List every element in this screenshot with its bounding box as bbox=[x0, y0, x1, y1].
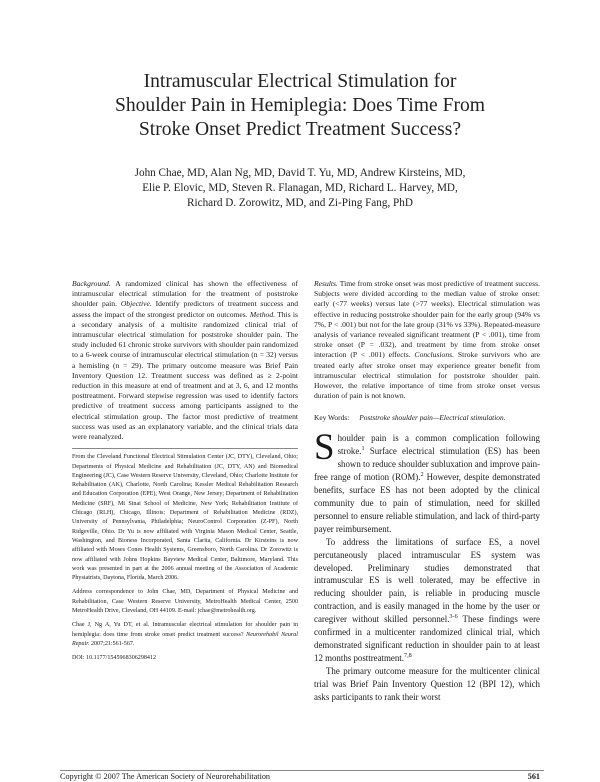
citation-ref: 2007;21:561-567. bbox=[89, 640, 135, 647]
body-paragraph bbox=[314, 536, 540, 665]
citation-text bbox=[72, 621, 298, 649]
keywords-text: Poststroke shoulder pain—Electrical stimulation. bbox=[359, 413, 506, 423]
abstract-part-2 bbox=[314, 279, 540, 401]
body-text-run: houlder pain is a common complication following stroke. bbox=[337, 433, 540, 457]
author-line: Elie P. Elovic, MD, Steven R. Flanagan, MD, Richard L. Harvey, MD, bbox=[142, 182, 458, 194]
objective-text: Identify predictors of treatment success and assess the impact of the strongest predictor on outcomes. bbox=[72, 299, 299, 319]
page-number: 561 bbox=[527, 772, 540, 781]
reference-superscript: 7,8 bbox=[403, 651, 412, 659]
background-label: Background. bbox=[72, 279, 111, 288]
keywords-label: Key Words: bbox=[314, 413, 350, 423]
citation-journal: Neurorehabil Neural Repair. bbox=[72, 631, 298, 647]
body-paragraph: The primary outcome measure for the multicenter clinical trial was Brief Pain Inventory Question 12 (BPI 12), which asks participants to rank their worst bbox=[314, 665, 540, 702]
method-text: This is a secondary analysis of a multisite randomized clinical trial of intramuscular electrical stimulation for poststroke shoulder pain. The study included 61 chronic stroke survivors with shoulder pain randomized to a 6-week course of intramuscular electrical stimulation (n = 32) versus a hemisling (n = 29). The primary outcome measure was Brief Pain Inventory Question 12. Treatment success was defined as ≥ 2-point reduction in this measure at end of treatment and at 3, 6, and 12 months posttreatment. Forward stepwise regression was used to identify factors predictive of treatment success among participants assigned to the electrical stimulation group. The factor most predictive of treatment success was used as an explanatory variable, and the clinical trials data were reanalyzed. bbox=[72, 309, 298, 442]
background-text: A randomized clinical has shown the effectiveness of intramuscular electrical stimulation for the treatment of poststroke shoulder pain. bbox=[72, 279, 298, 309]
author-line: Richard D. Zorowitz, MD, and Zi-Ping Fang, PhD bbox=[187, 197, 413, 209]
citation-authors: Chae J, Ng A, Yu DT, et al. Intramuscular electrical stimulation for shoulder pain in hemiplegia: does time from stroke onset predict treatment success? bbox=[72, 622, 298, 638]
footer-divider bbox=[60, 770, 544, 771]
results-label: Results. bbox=[314, 279, 338, 288]
abstract-paragraph bbox=[314, 279, 540, 401]
objective-label: Objective. bbox=[120, 299, 152, 309]
conclusions-label: Conclusions. bbox=[414, 350, 454, 360]
affiliation-block bbox=[72, 448, 298, 663]
results-text: Time from stroke onset was most predictive of treatment success. Subjects were divided according to the median value of stroke onset: early (<77 weeks) versus late (>77 weeks). Electrical stimulation was effective in reducing poststroke shoulder pain for the early group (94% vs 7%, P < .001) but not for the late group (31% vs 33%). Repeated-measure analysis of variance revealed significant treatment (P < .001), time from stroke onset (P = .032), and treatment by time from stroke onset interaction (P < .001) effects. bbox=[314, 279, 540, 360]
title-line: Stroke Onset Predict Treatment Success? bbox=[138, 119, 462, 140]
left-column bbox=[72, 279, 298, 668]
right-column bbox=[314, 279, 540, 703]
reference-superscript: 1 bbox=[361, 445, 365, 453]
body-text-run: These findings were confirmed in a multicenter randomized clinical trial, which demonstrated significant reduction in shoulder pain to at least 12 months posttreatment. bbox=[314, 614, 540, 663]
conclusions-text: Stroke survivors who are treated early after stroke onset may experience greater benefit from intramuscular electrical stimulation for poststroke shoulder pain. However, the relative importance of time from stroke onset versus duration of pain is not known. bbox=[314, 350, 540, 401]
author-line: John Chae, MD, Alan Ng, MD, David T. Yu, MD, Andrew Kirsteins, MD, bbox=[134, 167, 466, 179]
reference-superscript: 2 bbox=[420, 471, 424, 479]
copyright-notice: Copyright © 2007 The American Society of Neurorehabilitation bbox=[60, 772, 271, 781]
author-list bbox=[0, 166, 600, 211]
abstract-paragraph bbox=[72, 279, 298, 442]
body-text bbox=[314, 427, 541, 703]
body-text-run: To address the limitations of surface ES, a novel percutaneously placed intramuscular ES system was developed. Preliminary studies demonstrated that intramuscular ES is well tolerated, may be effective in reducing shoulder pain, is reliable in producing muscle contraction, and is easily managed in the home by the user or caregiver without skilled personnel. bbox=[314, 536, 540, 625]
body-text-run: However, despite demonstrated benefits, surface ES has not been adopted by the clinical community due to pain of stimulation, need for skilled personnel to ensure reliable stimulation, and lack of third-party payer reimbursement. bbox=[314, 472, 541, 534]
doi-text: DOI: 10.1177/1545968306298412 bbox=[72, 655, 157, 662]
keywords bbox=[314, 413, 540, 423]
body-paragraph bbox=[314, 427, 541, 535]
reference-superscript: 3-6 bbox=[449, 613, 458, 621]
body-text-run: Surface electrical stimulation (ES) has been shown to reduce shoulder subluxation and improve pain-free range of motion (ROM). bbox=[314, 446, 540, 483]
correspondence-text: Address correspondence to John Chae, MD, Department of Physical Medicine and Rehabilitation, Case Western Reserve University, MetroHealth Medical Center, 2500 MetroHealth Drive, Cleveland, OH 44109. E-mail: jchae@metrohealth.org. bbox=[72, 589, 298, 614]
abstract-part-1 bbox=[72, 279, 298, 442]
method-label: Method. bbox=[249, 309, 276, 319]
title-line: Shoulder Pain in Hemiplegia: Does Time From bbox=[114, 95, 486, 116]
title-line: Intramuscular Electrical Stimulation for bbox=[143, 71, 457, 92]
affiliation-text: From the Cleveland Functional Electrical Stimulation Center (JC, DTY), Cleveland, Ohio; Departments of Physical Medicine and Rehabilitation (JC, DTY, AN) and Biomedical Engineering (JC), Case Western Reserve University, Cleveland, Ohio; Charlotte Institute for Rehabilitation (AK), Charlotte, North Carolina; Kessler Medical Rehabilitation Research and Education Corporation (EPE), West Orange, New Jersey; Department of Rehabilitation Medicine (SRF), Mt Sinai School of Medicine, New York; Rehabilitation Institute of Chicago (RLH), Chicago, Illinois; Department of Rehabilitation Medicine (RDZ), University of Pennsylvania, Philadelphia; NeuroControl Corporation (Z-PF), North Ridgeville, Ohio. Dr Yu is now affiliated with Virginia Mason Medical Center, Seattle, Washington, and Bioness Incorporated, Santa Clarita, California. Dr Kirsteins is now affiliated with Moses Cones Health Systems, Greensboro, North Carolina. Dr Zorowitz is now affiliated with Johns Hopkins Bayview Medical Center, Baltimore, Maryland. This work was presented in part at the 2006 annual meeting of the Association of Academic Physiatrists, Daytona, Florida, March 2006. bbox=[72, 454, 298, 582]
article-title bbox=[0, 70, 600, 142]
drop-cap: S bbox=[314, 427, 335, 469]
